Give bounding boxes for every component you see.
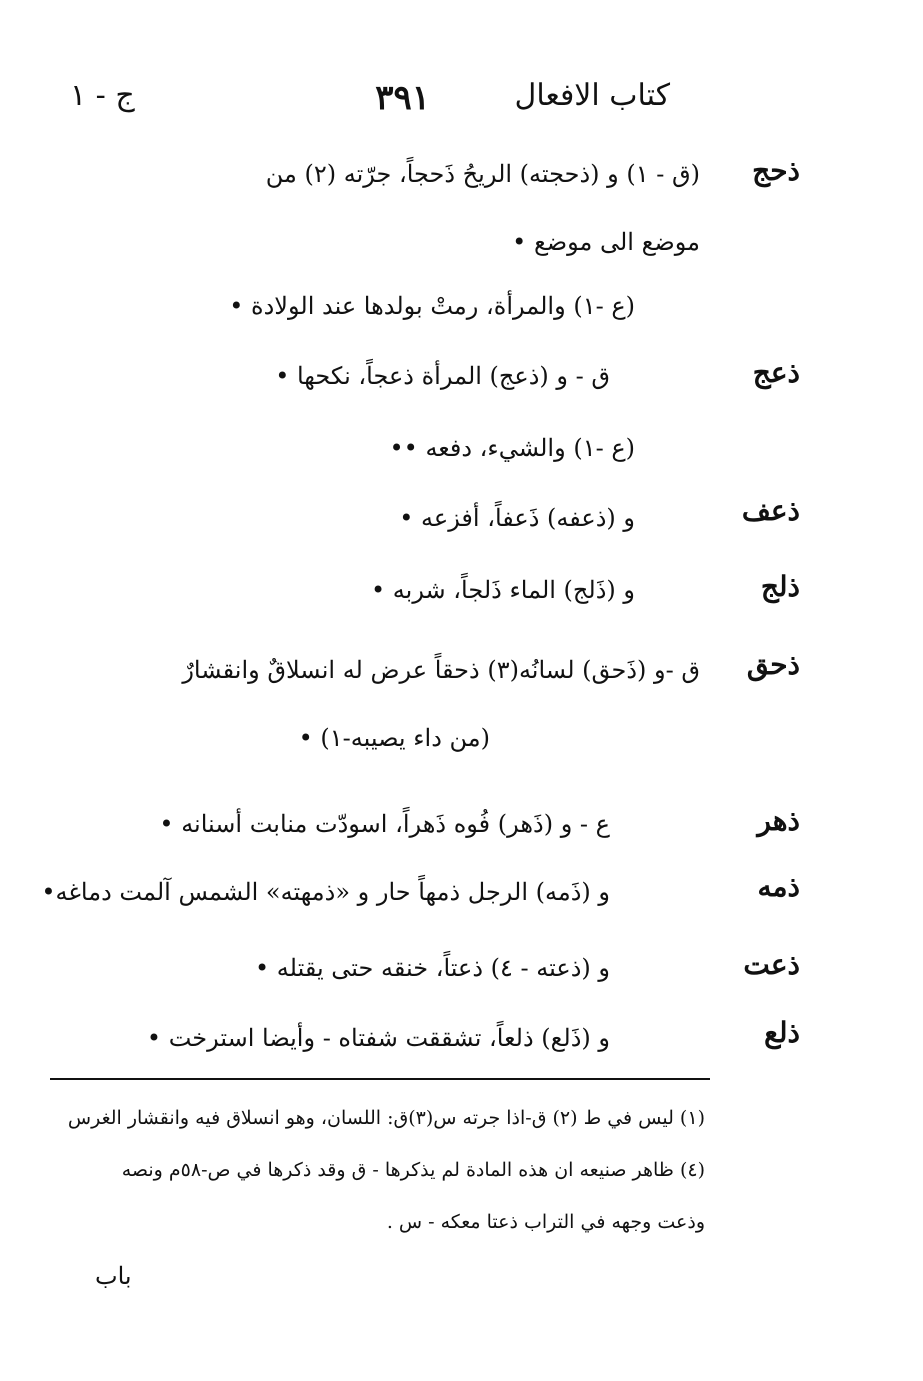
page-number: ٣٩١ xyxy=(375,78,430,118)
definition-line: و (ذعته - ٤) ذعتاً، خنقه حتى يقتله • xyxy=(255,954,610,982)
entry-definition xyxy=(390,414,636,482)
footnote-divider xyxy=(50,1078,710,1080)
entry-definition xyxy=(50,140,700,276)
entry-root: ذعج xyxy=(752,356,800,389)
entry-dhahaq xyxy=(40,636,800,776)
entry-root: ذحج xyxy=(752,154,800,187)
definition-line: (ع -١) والشيء، دفعه •• xyxy=(389,434,635,462)
footnote-line: (١) ليس في ط (٢) ق-اذا جرته س(٣)ق: اللسان، وهو انسلاق فيه وانقشار الغرس xyxy=(67,1107,705,1129)
page-header xyxy=(70,78,670,128)
entry-definition xyxy=(147,1004,610,1072)
entry-definition xyxy=(255,934,610,1002)
entry-root: ذلع xyxy=(764,1016,800,1049)
entry-root: ذلج xyxy=(760,570,800,603)
entry-definition xyxy=(229,272,635,340)
definition-line: و (ذَمه) الرجل ذمهاً حار و «ذمهته» الشمس آلمت دماغه• xyxy=(41,878,610,906)
definition-line: و (ذَلع) ذلعاً، تشققت شفتاه - وأيضا استرخت • xyxy=(146,1024,610,1052)
definition-line: و (ذعفه) ذَعفاً، أفزعه • xyxy=(399,504,635,532)
footnote-line: (٤) ظاهر صنيعه ان هذه المادة لم يذكرها - ق وقد ذكرها في ص-٥٨م ونصه xyxy=(121,1159,705,1181)
definition-line: (من داء يصيبه-١) • xyxy=(298,724,490,752)
entry-root: ذعف xyxy=(741,494,800,527)
entry-definition xyxy=(159,790,610,858)
entry-root: ذعت xyxy=(743,948,800,981)
definition-line: و (ذَلج) الماء ذَلجاً، شربه • xyxy=(370,576,635,604)
entry-dhahaj xyxy=(40,140,800,280)
definition-line: ق -و (ذَحق) لسانُه(٣) ذحقاً عرض له انسلاقٌ وانقشارٌ xyxy=(182,656,700,684)
entry-dhahar xyxy=(40,790,800,850)
entry-definition xyxy=(371,556,635,624)
entry-dhalaj xyxy=(40,556,800,616)
entry-root: ذحق xyxy=(746,648,800,681)
definition-line: ع - و (ذَهر) فُوه ذَهراً، اسودّت منابت أسنانه • xyxy=(159,810,610,838)
entry-root: ذهر xyxy=(757,804,800,837)
definition-line: (ق - ١) و (ذحجته) الريحُ ذَحجاً، جرّته (٢) من xyxy=(265,160,700,188)
definition-line: موضع الى موضع • xyxy=(512,228,700,256)
entry-continuation xyxy=(40,414,800,474)
entry-continuation xyxy=(40,272,800,332)
entry-dhamah xyxy=(40,858,800,918)
catchword: باب xyxy=(95,1262,132,1290)
entry-definition xyxy=(275,342,610,410)
entry-dhaaf xyxy=(40,484,800,544)
footnotes xyxy=(55,1092,705,1248)
entry-definition xyxy=(41,858,610,926)
entry-dhaaj xyxy=(40,342,800,402)
footnote-line: وذعت وجهه في التراب ذعتا معكه - س . xyxy=(386,1211,705,1233)
entry-definition xyxy=(399,484,635,552)
entry-dhaat xyxy=(40,934,800,994)
definition-line: (ع -١) والمرأة، رمتْ بولدها عند الولادة • xyxy=(229,292,635,320)
entry-definition xyxy=(50,636,700,772)
definition-line: ق - و (ذعج) المرأة ذعجاً، نكحها • xyxy=(275,362,610,390)
volume-label: ج - ١ xyxy=(70,78,135,113)
entry-dhala xyxy=(40,1004,800,1064)
entry-root: ذمه xyxy=(757,870,800,903)
book-title: كتاب الافعال xyxy=(514,78,670,113)
